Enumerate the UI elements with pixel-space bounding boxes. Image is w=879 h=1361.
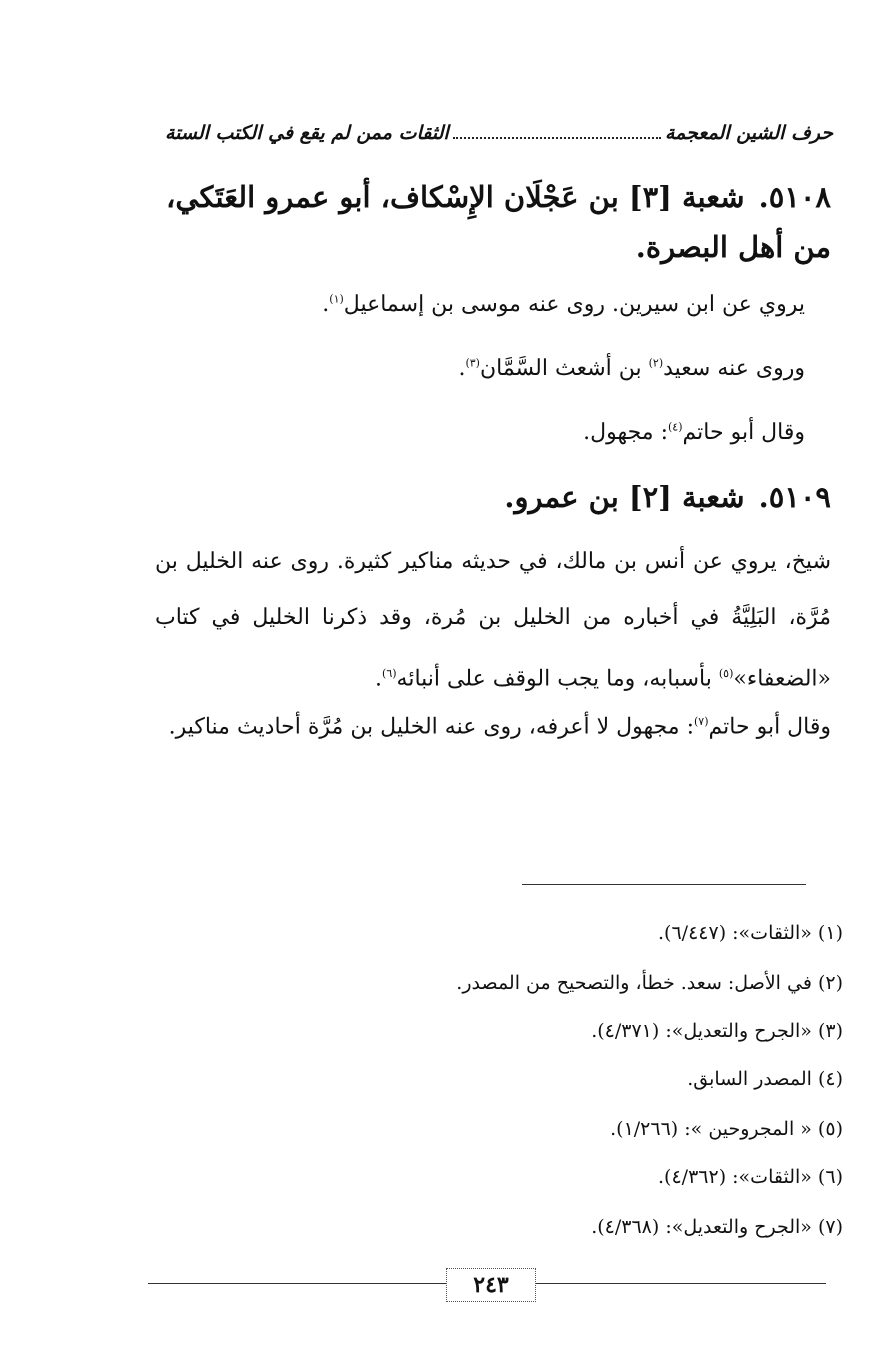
bottom-rule-left [148, 1283, 446, 1284]
footnote-separator [522, 884, 806, 885]
entry-5109-paragraph-2 [155, 694, 831, 755]
full-stop: . [458, 356, 466, 381]
footnote-ref: (١) [329, 292, 344, 306]
body-text: وروى عنه سعيد [663, 356, 805, 381]
entry-5108-line-3 [583, 420, 805, 445]
body-text: شيخ، يروي عن أنس بن مالك، في حديثه مناكير كثيرة. روى عنه الخليل بن مُرَّة، البَلِيَّةُ في أخباره من الخليل بن مُرة، وقد ذكرنا الخليل في كتاب «الضعفاء» [155, 549, 831, 692]
bottom-rule-right [534, 1283, 826, 1284]
footnote-3: (٣) «الجرح والتعديل»: (٤/٣٧١). [591, 1020, 843, 1042]
footnote-ref: (٤) [668, 420, 683, 434]
entry-5108-line-2 [458, 356, 805, 381]
page-number: ٢٤٣ [446, 1268, 536, 1302]
footnote-ref: (٢) [648, 356, 664, 370]
body-text: : مجهول لا أعرفه، روى عنه الخليل بن مُرَّة أحاديث مناكير. [168, 714, 694, 740]
entry-5108-title [151, 172, 831, 272]
entry-5109-paragraph-1 [155, 534, 831, 707]
body-text: يروي عن ابن سيرين. روى عنه موسى بن إسماعيل [343, 292, 805, 317]
body-text: وقال أبو حاتم [682, 420, 805, 445]
footnote-ref: (٦) [382, 667, 397, 680]
footnote-6: (٦) «الثقات»: (٤/٣٦٢). [658, 1166, 843, 1188]
entry-heading: شعبة [٣] بن عَجْلَان الإِسْكاف، أبو عمرو العَتَكي، من أهل البصرة. [165, 180, 831, 264]
header-dots [453, 136, 661, 139]
footnote-7: (٧) «الجرح والتعديل»: (٤/٣٦٨). [591, 1216, 843, 1238]
body-text: وقال أبو حاتم [708, 714, 831, 740]
body-text: : مجهول. [583, 420, 668, 445]
entry-heading: شعبة [٢] بن عمرو. [504, 480, 745, 514]
entry-number: ٥١٠٨. [758, 180, 831, 214]
running-header [165, 122, 833, 145]
body-text: بن أشعث السَّمَّان [479, 356, 649, 381]
footnote-4: (٤) المصدر السابق. [687, 1068, 843, 1090]
header-book-title: الثقات ممن لم يقع في الكتب الستة [165, 122, 449, 144]
footnote-ref: (٧) [694, 715, 709, 728]
entry-5109-title [151, 472, 831, 522]
footnote-ref: (٥) [718, 667, 734, 680]
header-chapter: حرف الشين المعجمة [664, 122, 833, 144]
footnote-1: (١) «الثقات»: (٦/٤٤٧). [658, 922, 843, 944]
entry-5108-line-1 [322, 292, 805, 317]
footnote-ref: (٣) [465, 356, 480, 370]
body-text: بأسبابه، وما يجب الوقف على أنبائه [396, 666, 719, 692]
full-stop: . [375, 666, 383, 692]
footnote-2: (٢) في الأصل: سعد. خطأ، والتصحيح من المصدر. [456, 972, 843, 994]
footnote-5: (٥) « المجروحين »: (١/٢٦٦). [610, 1118, 843, 1140]
full-stop: . [322, 292, 330, 317]
entry-number: ٥١٠٩. [758, 480, 831, 514]
